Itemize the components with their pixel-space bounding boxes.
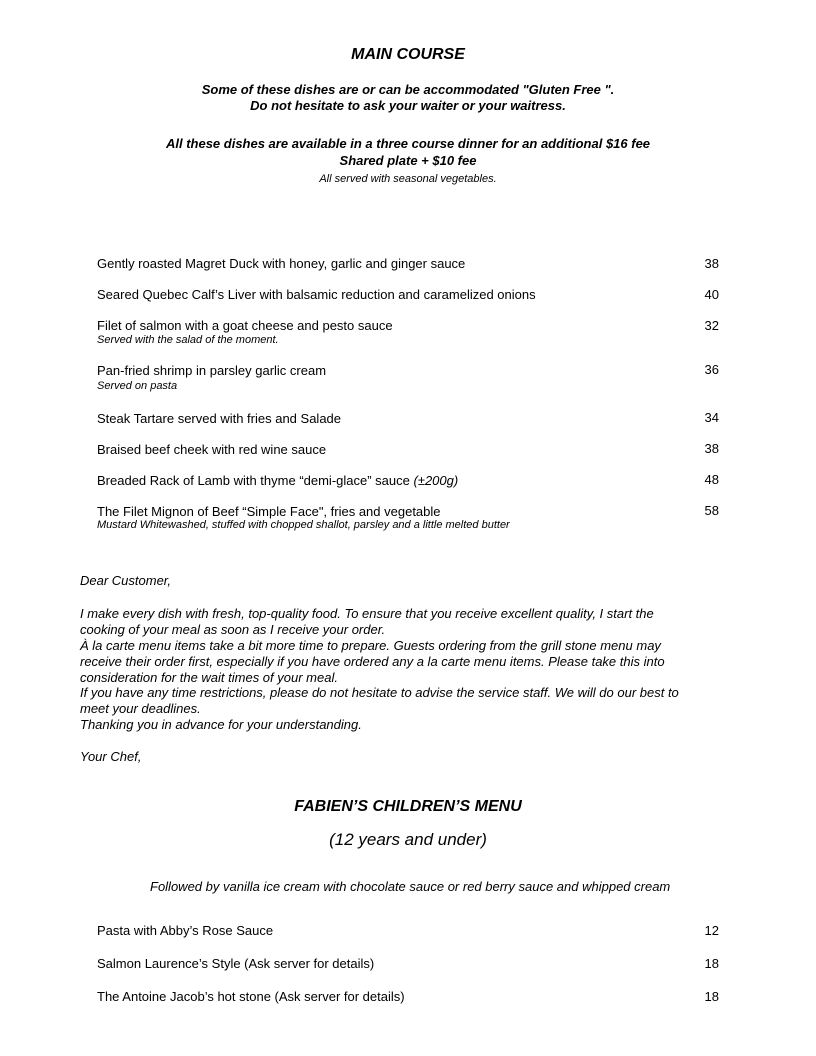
dish-name: Gently roasted Magret Duck with honey, garlic and ginger sauce	[97, 256, 466, 271]
letter-line: consideration for the wait times of your meal.	[80, 670, 338, 685]
letter-line: If you have any time restrictions, please do not hesitate to advise the service staff. We will do our best to	[80, 685, 679, 700]
dish-price: 32	[704, 318, 719, 333]
kids-menu-title: FABIEN’S CHILDREN’S MENU	[294, 798, 522, 815]
kids-item-price: 12	[704, 923, 719, 938]
letter-line: Thanking you in advance for your understanding.	[80, 717, 362, 732]
gluten-free-notice: Some of these dishes are or can be accommodated "Gluten Free ".	[201, 82, 615, 97]
letter-line: meet your deadlines.	[80, 701, 201, 716]
dish-row	[97, 472, 719, 492]
dish-row	[97, 318, 719, 350]
dish-price: 34	[704, 410, 719, 425]
kids-dessert-note: Followed by vanilla ice cream with chocolate sauce or red berry sauce and whipped cream	[150, 879, 671, 894]
kids-menu-item	[97, 956, 719, 976]
dish-price: 36	[704, 362, 719, 377]
dish-name: Filet of salmon with a goat cheese and pesto sauce	[97, 318, 393, 333]
letter-line: receive their order first, especially if you have ordered any a la carte menu items. Please take this into	[80, 654, 665, 669]
dish-row	[97, 503, 719, 535]
dish-note: Served on pasta	[97, 380, 178, 392]
letter-line: À la carte menu items take a bit more time to prepare. Guests ordering from the grill stone menu may	[80, 638, 661, 653]
seasonal-vegetables-note: All served with seasonal vegetables.	[319, 173, 497, 185]
letter-line: cooking of your meal as soon as I receive your order.	[80, 622, 386, 637]
kids-item-name: The Antoine Jacob’s hot stone (Ask server for details)	[97, 989, 405, 1004]
dish-name	[97, 473, 458, 488]
dish-note: Served with the salad of the moment.	[97, 334, 279, 346]
letter-signoff: Your Chef,	[80, 749, 142, 764]
kids-item-price: 18	[704, 956, 719, 971]
dish-name: Seared Quebec Calf’s Liver with balsamic reduction and caramelized onions	[97, 287, 536, 302]
dish-name: The Filet Mignon of Beef “Simple Face", fries and vegetable	[97, 504, 441, 519]
dish-note: Mustard Whitewashed, stuffed with chopped shallot, parsley and a little melted butter	[97, 519, 510, 531]
dish-price: 58	[704, 503, 719, 518]
ask-waiter-notice: Do not hesitate to ask your waiter or your waitress.	[250, 98, 566, 113]
letter-line: I make every dish with fresh, top-quality food. To ensure that you receive excellent quality, I start the	[80, 606, 654, 621]
dish-row	[97, 256, 719, 276]
main-course-title: MAIN COURSE	[351, 46, 465, 63]
dish-row	[97, 362, 719, 396]
dish-row	[97, 410, 719, 430]
letter-greeting: Dear Customer,	[80, 573, 172, 588]
dish-name: Pan-fried shrimp in parsley garlic cream	[97, 363, 327, 378]
dish-price: 38	[704, 441, 719, 456]
dish-row	[97, 441, 719, 461]
dish-price: 40	[704, 287, 719, 302]
portion-size: (±200g)	[413, 473, 459, 488]
kids-menu-item	[97, 989, 719, 1009]
kids-item-price: 18	[704, 989, 719, 1004]
dish-name: Steak Tartare served with fries and Salade	[97, 411, 342, 426]
kids-menu-item	[97, 923, 719, 943]
dish-price: 38	[704, 256, 719, 271]
kids-menu-age-note: (12 years and under)	[329, 830, 487, 849]
dish-price: 48	[704, 472, 719, 487]
dish-name-text: Breaded Rack of Lamb with thyme “demi-glace” sauce	[97, 473, 414, 488]
kids-item-name: Salmon Laurence’s Style (Ask server for details)	[97, 956, 375, 971]
dish-name: Braised beef cheek with red wine sauce	[97, 442, 327, 457]
shared-plate-fee: Shared plate + $10 fee	[339, 153, 477, 168]
dish-row	[97, 287, 719, 307]
kids-item-name: Pasta with Abby’s Rose Sauce	[97, 923, 274, 938]
three-course-offer: All these dishes are available in a three course dinner for an additional $16 fee	[165, 136, 651, 151]
